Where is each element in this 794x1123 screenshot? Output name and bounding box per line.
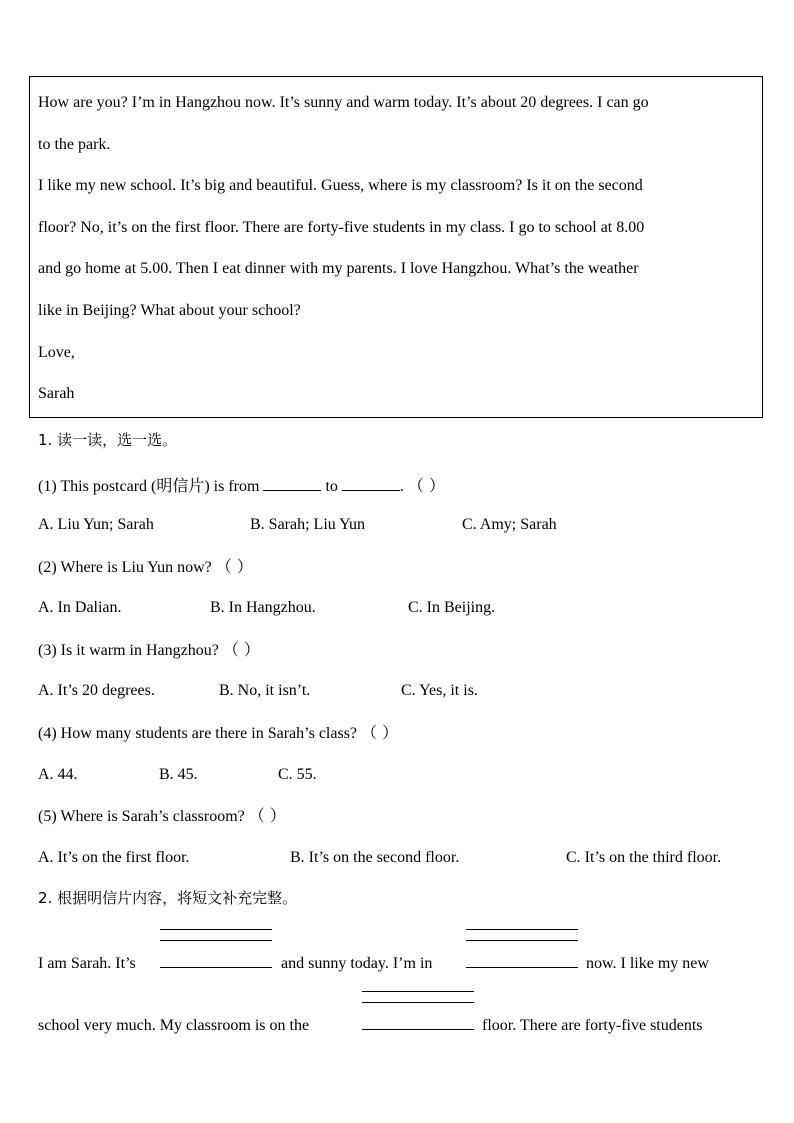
option-c[interactable]: C. Yes, it is. <box>401 682 478 699</box>
section-1-title: 1. 读一读，选一选。 <box>38 431 178 449</box>
answer-blank-to[interactable] <box>342 476 400 491</box>
fill-text: school very much. My classroom is on the <box>38 1017 310 1034</box>
section-2-title: 2. 根据明信片内容，将短文补充完整。 <box>38 889 298 907</box>
fill-blank-3[interactable] <box>362 991 474 1031</box>
question-1-prefix: (1) This postcard (明信片) is from <box>38 478 260 495</box>
question-5 <box>38 808 286 825</box>
answer-blank-from[interactable] <box>263 476 321 491</box>
fill-text: and sunny today. I’m in <box>281 955 433 972</box>
question-1-end: . <box>399 478 404 495</box>
letter-line: and go home at 5.00. Then I eat dinner with my parents. I love Hangzhou. What’s the weather <box>38 260 639 277</box>
letter-box <box>29 76 763 418</box>
letter-line: How are you? I’m in Hangzhou now. It’s sunny and warm today. It’s about 20 degrees. I can go <box>38 94 649 111</box>
option-c[interactable]: C. Amy; Sarah <box>462 516 557 533</box>
question-5-text: (5) Where is Sarah’s classroom? <box>38 808 245 825</box>
option-c[interactable]: C. In Beijing. <box>408 599 496 616</box>
letter-line: to the park. <box>38 136 111 153</box>
answer-paren[interactable]: （ ） <box>215 557 253 576</box>
option-b[interactable]: B. 45. <box>159 766 198 783</box>
option-b[interactable]: B. Sarah; Liu Yun <box>250 516 365 533</box>
option-a[interactable]: A. 44. <box>38 766 78 783</box>
letter-closing: Love, <box>38 344 75 361</box>
option-b[interactable]: B. No, it isn’t. <box>219 682 311 699</box>
question-4-text: (4) How many students are there in Sarah’s class? <box>38 725 358 742</box>
fill-blank-2[interactable] <box>466 929 578 969</box>
option-a[interactable]: A. It’s on the first floor. <box>38 849 190 866</box>
question-3 <box>38 642 260 659</box>
option-b[interactable]: B. It’s on the second floor. <box>290 849 460 866</box>
option-a[interactable]: A. It’s 20 degrees. <box>38 682 155 699</box>
answer-paren[interactable]: （ ） <box>248 806 286 825</box>
answer-paren[interactable]: （ ） <box>361 723 399 742</box>
option-a[interactable]: A. Liu Yun; Sarah <box>38 516 154 533</box>
letter-signature: Sarah <box>38 385 75 402</box>
question-4 <box>38 725 398 742</box>
fill-blank-1[interactable] <box>160 929 272 969</box>
fill-text: now. I like my new <box>586 955 709 972</box>
question-1-mid: to <box>325 478 338 495</box>
letter-line: floor? No, it’s on the first floor. There are forty-five students in my class. I go to school at 8.00 <box>38 219 645 236</box>
question-1 <box>38 476 445 495</box>
option-c[interactable]: C. 55. <box>278 766 317 783</box>
option-b[interactable]: B. In Hangzhou. <box>210 599 316 616</box>
answer-paren[interactable]: （ ） <box>407 476 445 495</box>
letter-line: I like my new school. It’s big and beautiful. Guess, where is my classroom? Is it on the second <box>38 177 643 194</box>
question-2 <box>38 559 253 576</box>
fill-text: floor. There are forty-five students <box>482 1017 703 1034</box>
answer-paren[interactable]: （ ） <box>222 640 260 659</box>
option-c[interactable]: C. It’s on the third floor. <box>566 849 722 866</box>
option-a[interactable]: A. In Dalian. <box>38 599 122 616</box>
letter-line: like in Beijing? What about your school? <box>38 302 301 319</box>
fill-text: I am Sarah. It’s <box>38 955 136 972</box>
question-2-text: (2) Where is Liu Yun now? <box>38 559 212 576</box>
question-3-text: (3) Is it warm in Hangzhou? <box>38 642 219 659</box>
